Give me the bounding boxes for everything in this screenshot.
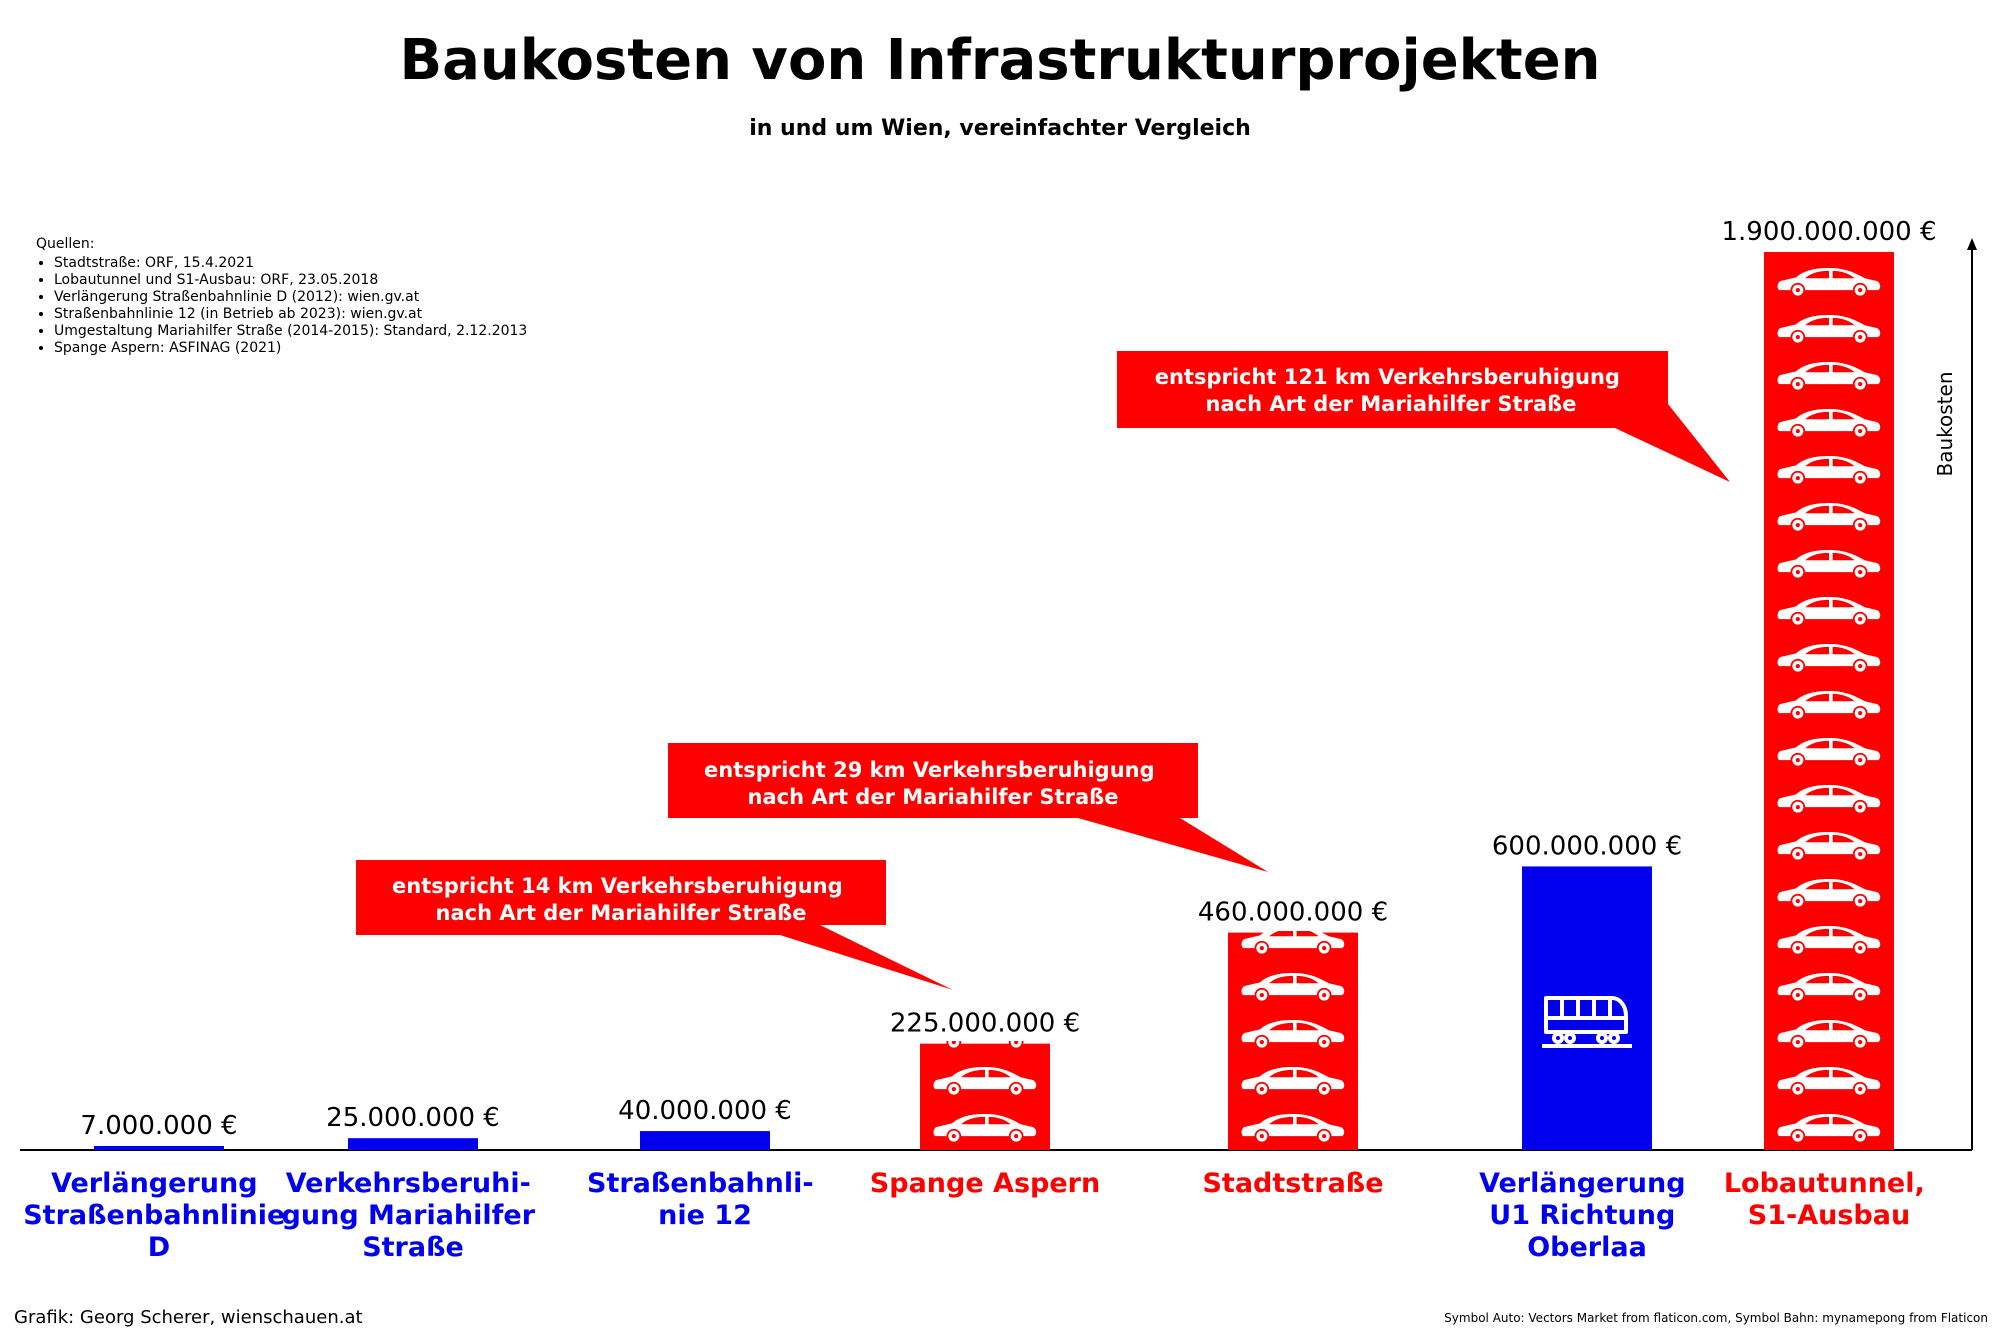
category-label-line: gung Mariahilfer [281,1200,536,1231]
category-label-line: U1 Richtung [1489,1200,1676,1231]
callout-spange-aspern [356,860,953,990]
bar-strassenbahnlinie-12 [640,1131,770,1150]
category-label-line: Straßenbahnli- [587,1168,814,1199]
category-label-line: Lobautunnel, [1723,1168,1925,1199]
category-label-line: Oberlaa [1527,1232,1647,1263]
value-label: 460.000.000 € [1197,897,1389,928]
callout-line: nach Art der Mariahilfer Straße [1205,392,1577,416]
source-item: • Verlängerung Straßenbahnlinie D (2012): wien.gv.at [54,289,527,306]
value-label: 600.000.000 € [1491,831,1683,862]
category-label [587,1168,823,1231]
callout-lobautunnel [1117,351,1730,482]
category-label-line: Spange Aspern [869,1168,1101,1199]
chart-subtitle: in und um Wien, vereinfachter Vergleich [749,116,1251,141]
value-label: 25.000.000 € [326,1103,500,1134]
value-label: 225.000.000 € [889,1008,1081,1039]
category-label-line: Straße [362,1232,464,1263]
source-item: • Umgestaltung Mariahilfer Straße (2014-2015): Standard, 2.12.2013 [54,323,527,340]
bar-u1-oberlaa [1522,866,1652,1150]
source-item: • Stadtstraße: ORF, 15.4.2021 [54,255,527,272]
callout-line: entspricht 29 km Verkehrsberuhigung [704,758,1155,782]
y-axis-arrow [1967,238,1977,250]
category-label [1202,1168,1383,1199]
footer-icon-credit: Symbol Auto: Vectors Market from flaticon.com, Symbol Bahn: mynamepong from Flaticon [1444,1311,1988,1325]
value-label: 7.000.000 € [80,1111,238,1141]
category-label [870,1168,1100,1199]
y-axis-label: Baukosten [1933,371,1957,477]
category-label [282,1168,545,1263]
source-item: • Lobautunnel und S1-Ausbau: ORF, 23.05.2018 [54,272,527,289]
footer-credit: Grafik: Georg Scherer, wienschauen.at [14,1307,363,1328]
category-label-line: S1-Ausbau [1747,1200,1911,1231]
source-item: • Straßenbahnlinie 12 (in Betrieb ab 2023): wien.gv.at [54,306,527,323]
category-label-line: Verlängerung [1479,1168,1686,1199]
value-label: 1.900.000.000 € [1721,217,1937,247]
category-label-line: Verkehrsberuhi- [285,1168,531,1199]
sources-heading: Quellen: [36,236,95,252]
chart-title: Baukosten von Infrastrukturprojekten [399,28,1601,93]
category-label [1724,1168,1934,1231]
category-label-line: nie 12 [658,1200,752,1231]
category-label-line: D [147,1232,171,1263]
source-item: • Spange Aspern: ASFINAG (2021) [54,340,527,357]
bar-mariahilfer-strasse [348,1138,478,1150]
value-label: 40.000.000 € [618,1096,792,1127]
category-label [1479,1168,1695,1263]
callout-line: nach Art der Mariahilfer Straße [435,901,807,925]
callout-stadtstrasse [668,743,1268,872]
callout-line: entspricht 121 km Verkehrsberuhigung [1154,365,1620,389]
category-label-line: Straßenbahnlinie [23,1200,286,1231]
callout-line: entspricht 14 km Verkehrsberuhigung [392,874,843,898]
callout-line: nach Art der Mariahilfer Straße [747,785,1119,809]
bar-strassenbahnlinie-d [94,1146,224,1150]
category-label-line: Stadtstraße [1202,1168,1384,1199]
category-label-line: Verlängerung [51,1168,258,1199]
category-label [23,1168,295,1263]
